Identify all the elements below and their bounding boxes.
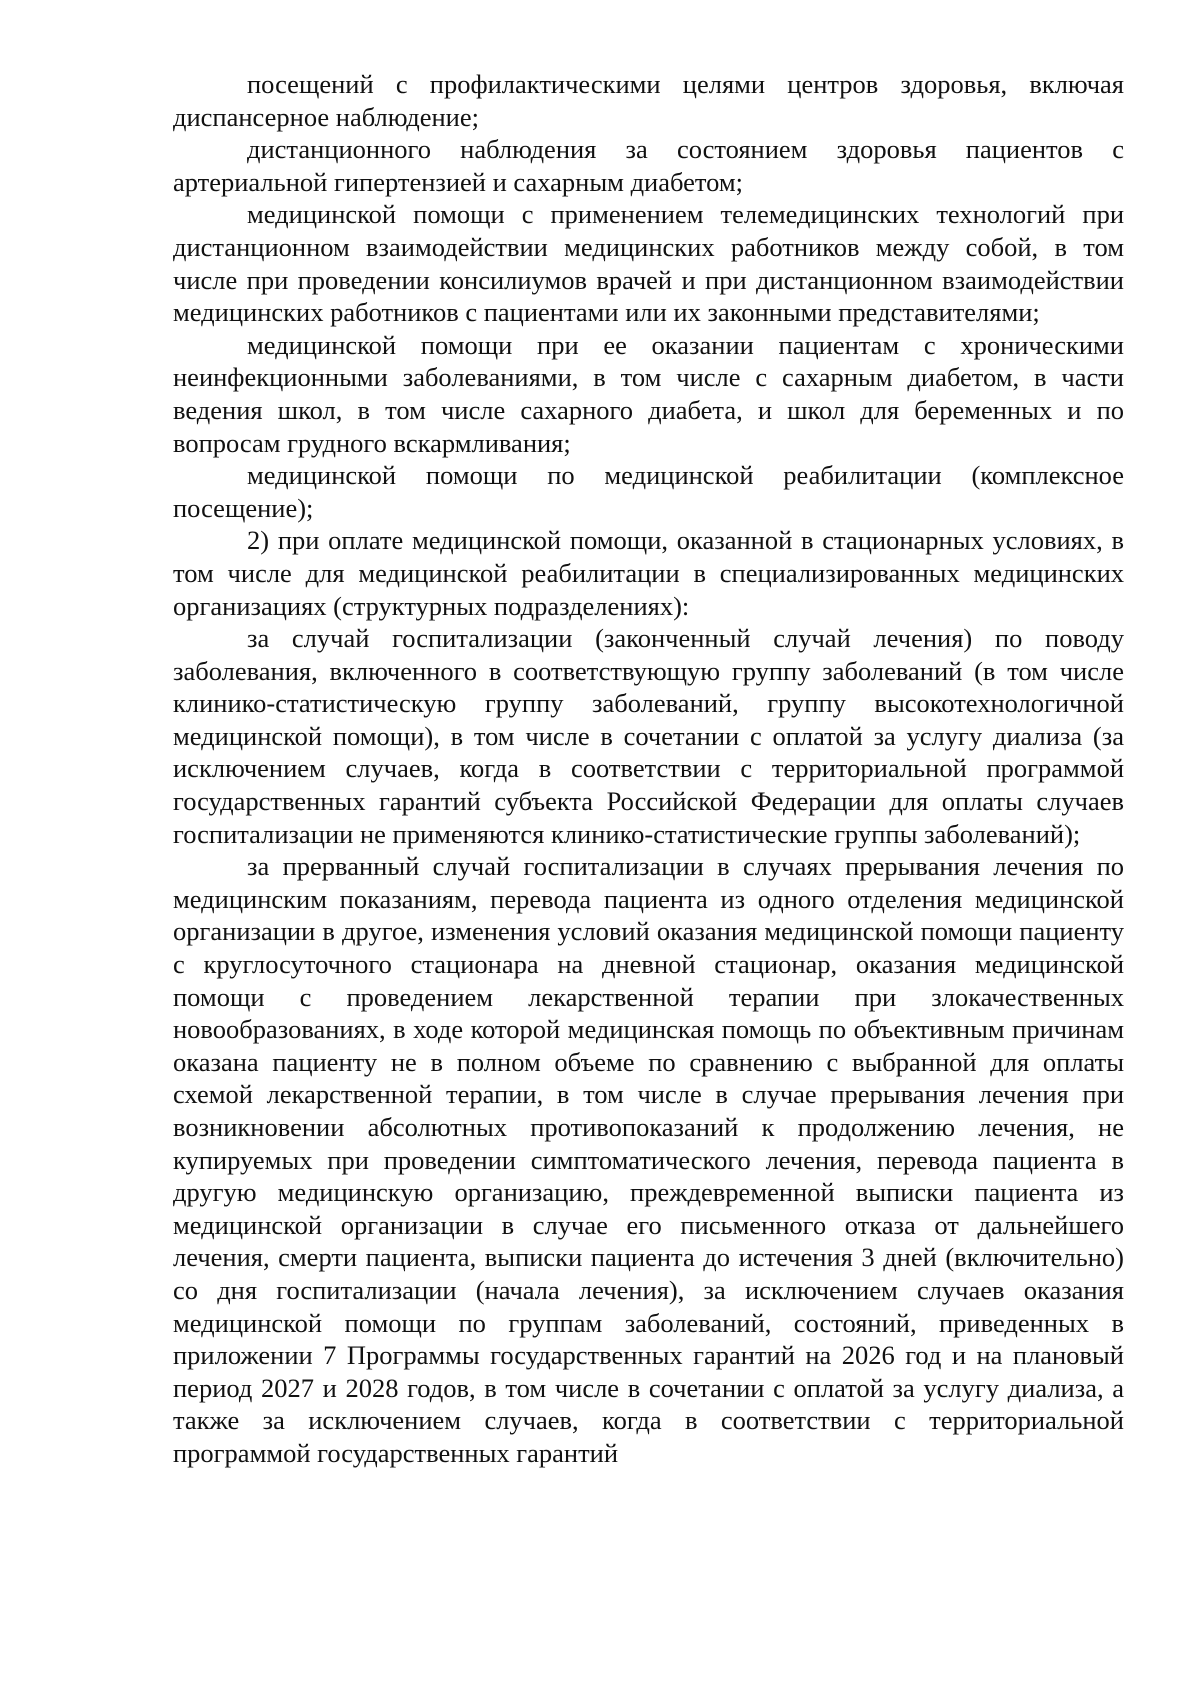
paragraph-preventive-visits: посещений с профилактическими целями центров здоровья, включая диспансерное наблюдение; xyxy=(173,69,1124,132)
paragraph-inpatient-payment: 2) при оплате медицинской помощи, оказанной в стационарных условиях, в том числе для медицинской реабилитации в специализированных медицинских организациях (структурных подразделениях): xyxy=(173,525,1124,621)
paragraph-remote-monitoring: дистанционного наблюдения за состоянием здоровья пациентов с артериальной гипертензией и сахарным диабетом; xyxy=(173,134,1124,197)
paragraph-chronic-diseases: медицинской помощи при ее оказании пациентам с хроническими неинфекционными заболеваниями, в том числе с сахарным диабетом, в части ведения школ, в том числе сахарного диабета, и школ для беременных и по вопросам грудного вскармливания; xyxy=(173,329,1124,458)
paragraph-rehabilitation: медицинской помощи по медицинской реабилитации (комплексное посещение); xyxy=(173,460,1124,523)
paragraph-hospitalization-case: за случай госпитализации (законченный случай лечения) по поводу заболевания, включенного в соответствующую группу заболеваний (в том числе клинико-статистическую группу заболеваний, группу высокотехнологичной медицинской помощи), в том числе в сочетании с оплатой за услугу диализа (за исключением случаев, когда в соответствии с территориальной программой государственных гарантий субъекта Российской Федерации для оплаты случаев госпитализации не применяются клинико-статистические группы заболеваний); xyxy=(173,623,1124,849)
paragraph-interrupted-case: за прерванный случай госпитализации в случаях прерывания лечения по медицинским показаниям, перевода пациента из одного отделения медицинской организации в другое, изменения условий оказания медицинской помощи пациенту с круглосуточного стационара на дневной стационар, оказания медицинской помощи с проведением лекарственной терапии при злокачественных новообразованиях, в ходе которой медицинская помощь по объективным причинам оказана пациенту не в полном объеме по сравнению с выбранной для оплаты схемой лекарственной терапии, в том числе в случае прерывания лечения при возникновении абсолютных противопоказаний к продолжению лечения, не купируемых при проведении симптоматического лечения, перевода пациента в другую медицинскую организацию, преждевременной выписки пациента из медицинской организации в случае его письменного отказа от дальнейшего лечения, смерти пациента, выписки пациента до истечения 3 дней (включительно) со дня госпитализации (начала лечения), за исключением случаев оказания медицинской помощи по группам заболеваний, состояний, приведенных в приложении 7 Программы государственных гарантий на 2026 год и на плановый период 2027 и 2028 годов, в том числе в сочетании с оплатой за услугу диализа, а также за исключением случаев, когда в соответствии с территориальной программой государственных гарантий xyxy=(173,851,1124,1468)
paragraph-telemedicine: медицинской помощи с применением телемедицинских технологий при дистанционном взаимодействии медицинских работников между собой, в том числе при проведении консилиумов врачей и при дистанционном взаимодействии медицинских работников с пациентами или их законными представителями; xyxy=(173,199,1124,328)
document-body xyxy=(173,68,1124,1470)
